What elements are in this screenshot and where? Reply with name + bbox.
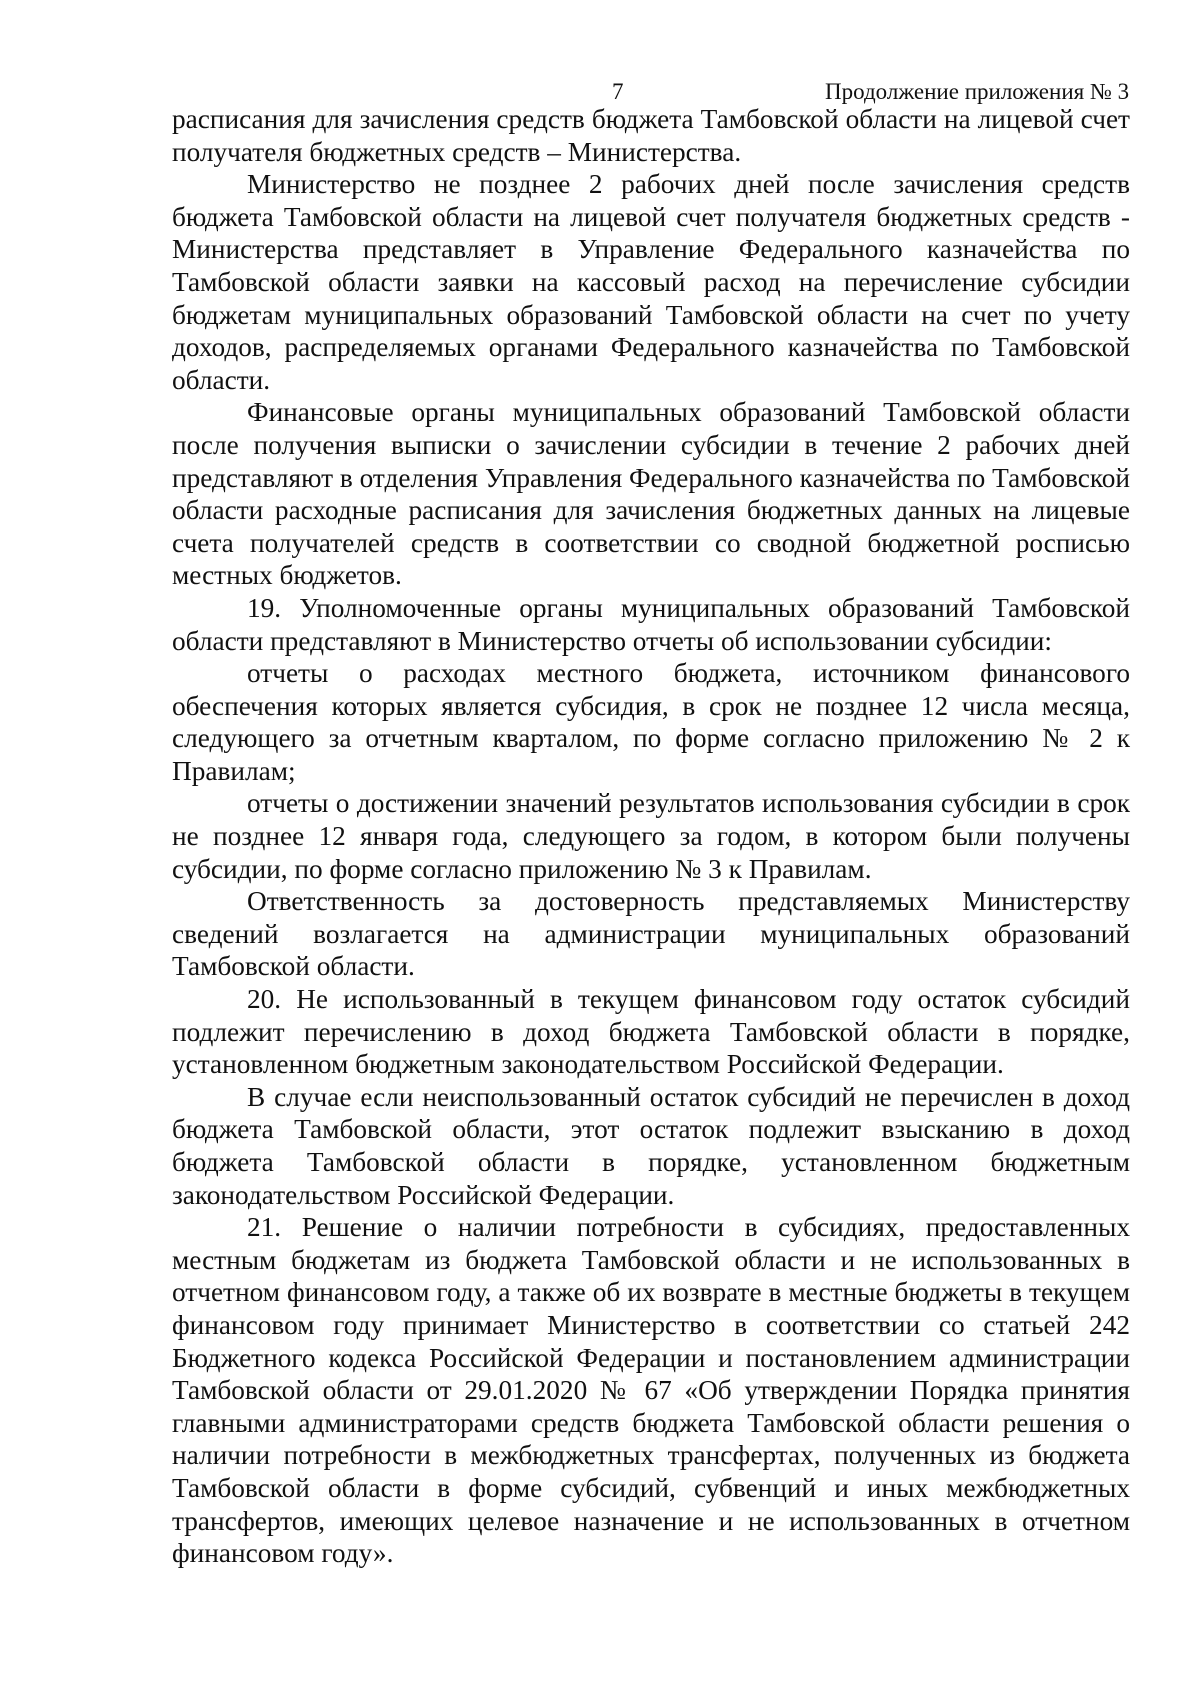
paragraph: отчеты о достижении значений результатов использования субсидии в срок не позднее 12 января года, следующего за годом, в котором были получены субсидии, по форме согласно приложению № 3 к Правилам. <box>172 788 1130 884</box>
paragraph: отчеты о расходах местного бюджета, источником финансового обеспечения которых является субсидия, в срок не позднее 12 числа месяца, следующего за отчетным кварталом, по форме согласно приложению № 2 к Правилам; <box>172 658 1130 786</box>
paragraph: расписания для зачисления средств бюджета Тамбовской области на лицевой счет получателя бюджетных средств – Министерства. <box>172 104 1130 167</box>
paragraph: В случае если неиспользованный остаток субсидий не перечислен в доход бюджета Тамбовской области, этот остаток подлежит взысканию в доход бюджета Тамбовской области в порядке, установленном бюджетным законодательством Российской Федерации. <box>172 1081 1130 1210</box>
running-header: Продолжение приложения № 3 <box>825 79 1130 104</box>
paragraph: 19. Уполномоченные органы муниципальных образований Тамбовской области представляют в Министерство отчеты об использовании субсидии: <box>172 592 1130 656</box>
paragraph: 20. Не использованный в текущем финансовом году остаток субсидий подлежит перечислению в доход бюджета Тамбовской области в порядке, установленном бюджетным законодательством Российской Федерации. <box>172 984 1130 1080</box>
paragraph: Финансовые органы муниципальных образований Тамбовской области после получения выписки о зачислении субсидии в течение 2 рабочих дней представляют в отделения Управления Федерального казначейства по Тамбовской области расходные расписания для зачисления бюджетных данных на лицевые счета получателей средств в соответствии со сводной бюджетной росписью местных бюджетов. <box>172 397 1130 591</box>
paragraph: Министерство не позднее 2 рабочих дней после зачисления средств бюджета Тамбовской области на лицевой счет получателя бюджетных средств - Министерства представляет в Управление Федерального казначейства по Тамбовской области заявки на кассовый расход на перечисление субсидии бюджетам муниципальных образований Тамбовской области на счет по учету доходов, распределяемых органами Федерального казначейства по Тамбовской области. <box>172 169 1130 395</box>
document-body <box>172 103 1130 1570</box>
paragraph: 21. Решение о наличии потребности в субсидиях, предоставленных местным бюджетам из бюджета Тамбовской области и не использованных в отчетном финансовом году, а также об их возврате в местные бюджеты в текущем финансовом году принимает Министерство в соответствии со статьей 242 Бюджетного кодекса Российской Федерации и постановлением администрации Тамбовской области от 29.01.2020 № 67 «Об утверждении Порядка принятия главными администраторами средств бюджета Тамбовской области решения о наличии потребности в межбюджетных трансфертах, полученных из бюджета Тамбовской области в форме субсидий, субвенций и иных межбюджетных трансфертов, имеющих целевое назначение и не использованных в отчетном финансовом году». <box>172 1212 1130 1569</box>
page-number: 7 <box>612 79 624 104</box>
paragraph: Ответственность за достоверность представляемых Министерству сведений возлагается на администрации муниципальных образований Тамбовской области. <box>172 886 1130 982</box>
